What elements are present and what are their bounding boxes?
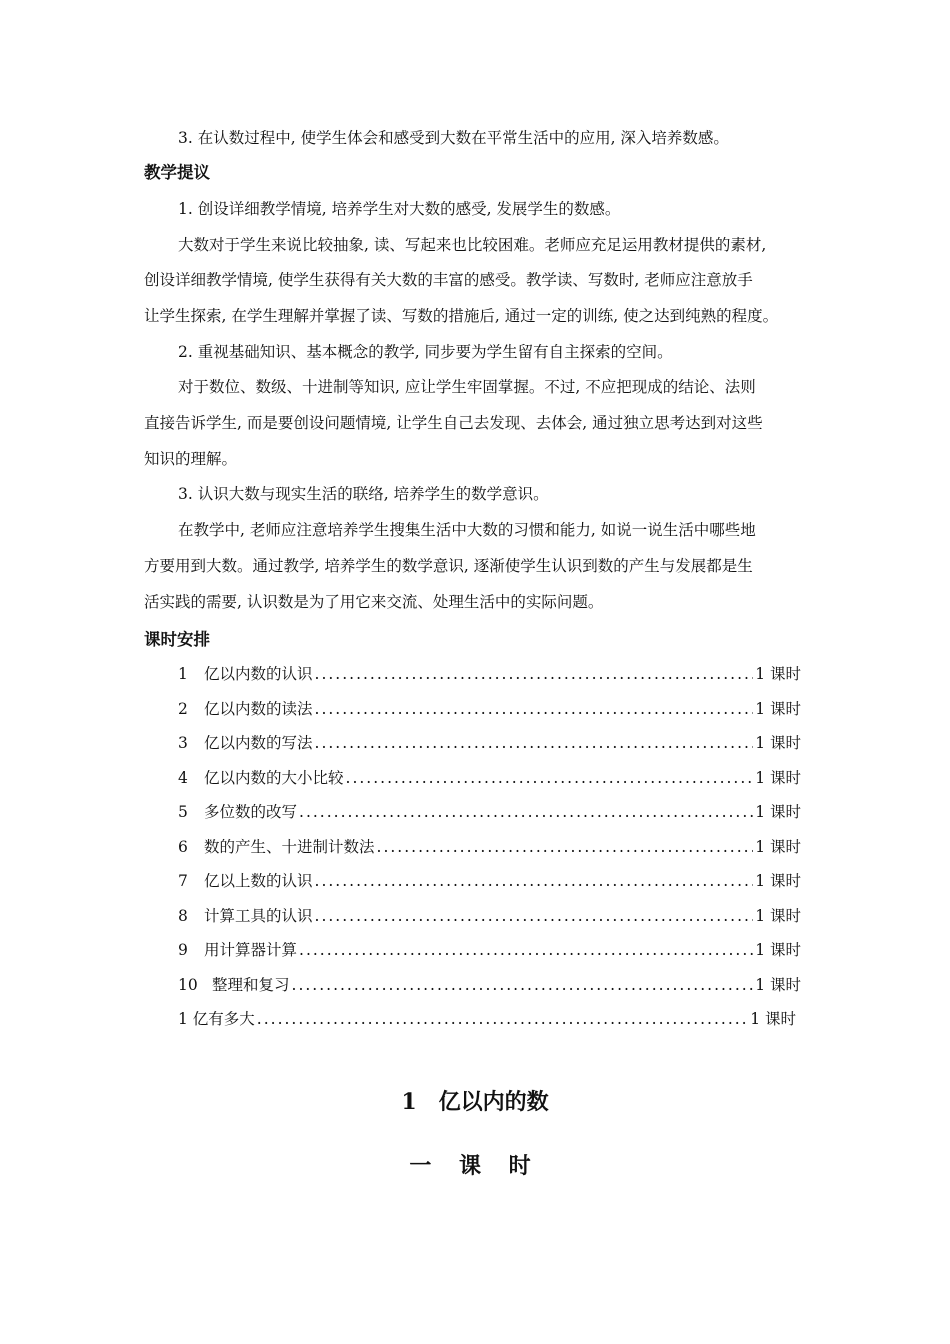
schedule-item-number: 2 — [178, 700, 188, 718]
schedule-item-title: 1 亿有多大 — [178, 1010, 255, 1028]
schedule-item — [178, 768, 801, 788]
schedule-item — [178, 802, 801, 822]
schedule-item-hours: 1 课时 — [755, 700, 801, 718]
schedule-item-hours: 1 课时 — [755, 976, 801, 994]
schedule-item-number: 8 — [178, 907, 188, 925]
dot-leader — [257, 1009, 748, 1029]
schedule-item — [178, 871, 801, 891]
dot-leader — [299, 802, 753, 822]
schedule-item-title: 用计算器计算 — [204, 941, 298, 959]
suggestion-3-body-line: 活实践的需要, 认识数是为了用它来交流、处理生活中的实际问题。 — [144, 593, 604, 611]
schedule-item-title: 亿以内数的读法 — [204, 700, 313, 718]
schedule-item — [178, 664, 801, 684]
dot-leader — [315, 906, 754, 926]
schedule-item-title: 整理和复习 — [212, 976, 290, 994]
schedule-item-title: 计算工具的认识 — [204, 907, 313, 925]
schedule-item-number: 3 — [178, 734, 188, 752]
chapter-number: 1 — [401, 1089, 417, 1115]
teaching-suggestions-heading: 教学提议 — [144, 163, 210, 182]
suggestion-2-body-line: 知识的理解。 — [144, 450, 238, 468]
suggestion-3-body-line: 方要用到大数。通过教学, 培养学生的数学意识, 逐渐使学生认识到数的产生与发展都是生 — [144, 557, 753, 575]
suggestion-3-title: 3. 认识大数与现实生活的联络, 培养学生的数学意识。 — [178, 485, 549, 503]
schedule-item-title: 亿以内数的大小比较 — [204, 769, 344, 787]
schedule-item — [178, 733, 801, 753]
schedule-item — [178, 699, 801, 719]
dot-leader — [315, 699, 754, 719]
suggestion-2-title: 2. 重视基础知识、基本概念的教学, 同步要为学生留有自主探索的空间。 — [178, 343, 673, 361]
schedule-item-number: 1 — [178, 665, 188, 683]
objective-item-3: 3. 在认数过程中, 使学生体会和感受到大数在平常生活中的应用, 深入培养数感。 — [178, 129, 729, 147]
suggestion-2-body-line: 直接告诉学生, 而是要创设问题情境, 让学生自己去发现、去体会, 通过独立思考达到对这些 — [144, 414, 763, 432]
dot-leader — [315, 871, 754, 891]
schedule-item-number: 6 — [178, 838, 188, 856]
schedule-item — [178, 837, 801, 857]
dot-leader — [315, 664, 754, 684]
schedule-item-number: 7 — [178, 872, 188, 890]
schedule-item — [178, 940, 801, 960]
schedule-item-number: 9 — [178, 941, 188, 959]
suggestion-1-body-line: 创设详细教学情境, 使学生获得有关大数的丰富的感受。教学读、写数时, 老师应注意放手 — [144, 271, 753, 289]
dot-leader — [377, 837, 754, 857]
chapter-title — [0, 1088, 950, 1116]
suggestion-2-body-line: 对于数位、数级、十进制等知识, 应让学生牢固掌握。不过, 不应把现成的结论、法则 — [178, 378, 756, 396]
dot-leader — [299, 940, 753, 960]
schedule-extra-item — [178, 1009, 796, 1029]
suggestion-1-body-line: 让学生探索, 在学生理解并掌握了读、写数的措施后, 通过一定的训练, 使之达到纯熟的程度。 — [144, 307, 779, 325]
chapter-name: 亿以内的数 — [438, 1089, 549, 1115]
schedule-heading: 课时安排 — [144, 630, 210, 649]
schedule-item-number: 4 — [178, 769, 188, 787]
schedule-item — [178, 975, 801, 995]
schedule-item-hours: 1 课时 — [755, 734, 801, 752]
schedule-item-title: 亿以内数的认识 — [204, 665, 313, 683]
schedule-item-hours: 1 课时 — [755, 665, 801, 683]
schedule-item-title: 多位数的改写 — [204, 803, 298, 821]
schedule-item-hours: 1 课时 — [755, 907, 801, 925]
schedule-item — [178, 906, 801, 926]
schedule-item-title: 亿以上数的认识 — [204, 872, 313, 890]
lesson-title: 一 课 时 — [409, 1153, 541, 1179]
schedule-item-number: 5 — [178, 803, 188, 821]
schedule-item-number: 10 — [178, 976, 198, 994]
dot-leader — [315, 733, 754, 753]
schedule-item-hours: 1 课时 — [755, 838, 801, 856]
schedule-item-hours: 1 课时 — [750, 1010, 796, 1028]
suggestion-1-title: 1. 创设详细教学情境, 培养学生对大数的感受, 发展学生的数感。 — [178, 200, 621, 218]
dot-leader — [292, 975, 754, 995]
dot-leader — [346, 768, 754, 788]
schedule-item-title: 亿以内数的写法 — [204, 734, 313, 752]
suggestion-3-body-line: 在教学中, 老师应注意培养学生搜集生活中大数的习惯和能力, 如说一说生活中哪些地 — [178, 521, 756, 539]
schedule-item-hours: 1 课时 — [755, 769, 801, 787]
schedule-item-hours: 1 课时 — [755, 803, 801, 821]
schedule-item-title: 数的产生、十进制计数法 — [204, 838, 375, 856]
suggestion-1-body-line: 大数对于学生来说比较抽象, 读、写起来也比较困难。老师应充足运用教材提供的素材, — [178, 236, 767, 254]
schedule-item-hours: 1 课时 — [755, 941, 801, 959]
schedule-item-hours: 1 课时 — [755, 872, 801, 890]
